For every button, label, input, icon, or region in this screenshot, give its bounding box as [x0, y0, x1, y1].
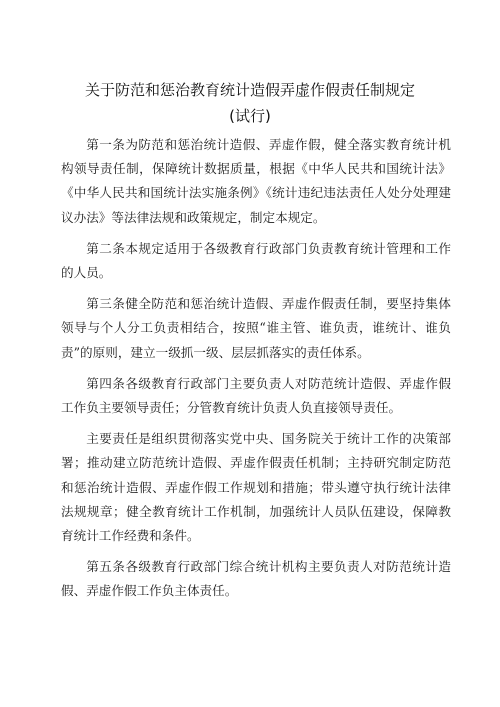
document-title: 关于防范和惩治教育统计造假弄虚作假责任制规定: [84, 81, 415, 99]
document-body: [61, 133, 451, 611]
article-2-paragraph: 第二条本规定适用于各级教育行政部门负责教育统计管理和工作的人员。: [61, 240, 451, 281]
article-4-paragraph: 第四条各级教育行政部门主要负责人对防范统计造假、弄虚作假工作负主要领导责任；分管教育统计负责人负直接领导责任。: [61, 375, 451, 416]
article-1-paragraph: 第一条为防范和惩治统计造假、弄虚作假，健全落实教育统计机构领导责任制，保障统计数据质量，根据《中华人民共和国统计法》《中华人民共和国统计法实施条例》《统计违纪违法责任人处分处理建议办法》等法律法规和政策规定，制定本规定。: [61, 137, 451, 225]
document-subtitle: (试行): [229, 107, 271, 125]
main-responsibility-paragraph: 主要责任是组织贯彻落实党中央、国务院关于统计工作的决策部署；推动建立防范统计造假、弄虚作假责任机制；主持研究制定防范和惩治统计造假、弄虚作假工作规划和措施；带头遵守执行统计法律法规规章；健全教育统计工作机制，加强统计人员队伍建设，保障教育统计工作经费和条件。: [61, 431, 451, 544]
article-5-paragraph: 第五条各级教育行政部门综合统计机构主要负责人对防范统计造假、弄虚作假工作负主体责任。: [61, 559, 451, 599]
article-3-paragraph: 第三条健全防范和惩治统计造假、弄虚作假责任制，要坚持集体领导与个人分工负责相结合，按照“谁主管、谁负责，谁统计、谁负责”的原则，建立一级抓一级、层层抓落实的责任体系。: [61, 296, 451, 360]
